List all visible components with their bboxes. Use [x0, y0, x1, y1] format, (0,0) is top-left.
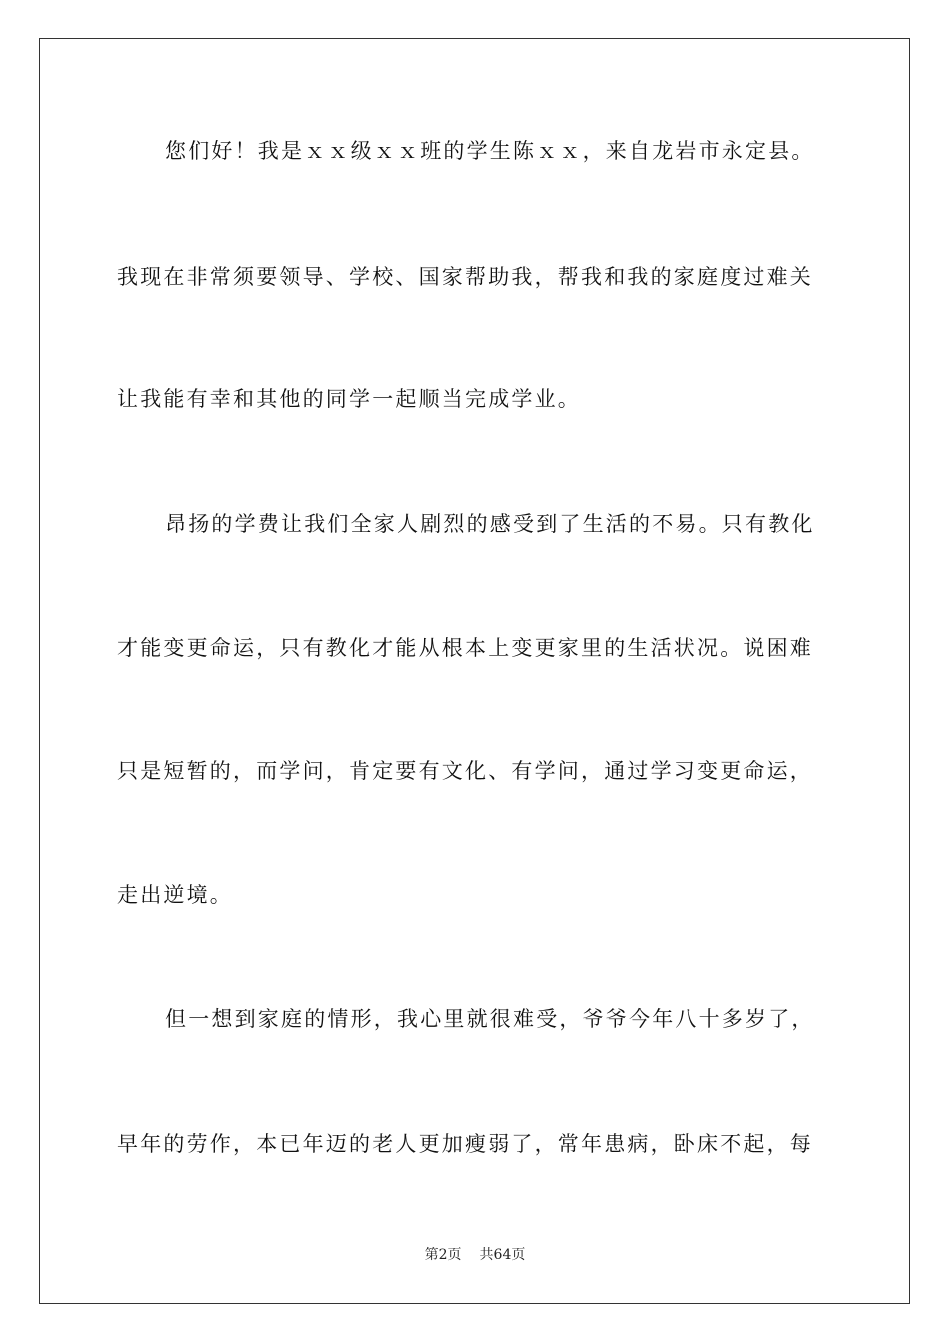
page-total: 共64页	[479, 1247, 526, 1263]
paragraph-2-line-4: 走出逆境。	[117, 883, 233, 907]
page-number: 第2页	[424, 1247, 462, 1263]
paragraph-2-line-1: 昂扬的学费让我们全家人剧烈的感受到了生活的不易。只有教化	[165, 512, 815, 536]
paragraph-1-line-1: 您们好！我是ｘｘ级ｘｘ班的学生陈ｘｘ，来自龙岩市永定县。	[165, 139, 815, 163]
paragraph-3-line-1: 但一想到家庭的情形，我心里就很难受，爷爷今年八十多岁了，	[165, 1007, 815, 1031]
page-frame	[39, 38, 910, 1304]
paragraph-3-line-2: 早年的劳作，本已年迈的老人更加瘦弱了，常年患病，卧床不起，每	[117, 1132, 813, 1156]
paragraph-2-line-2: 才能变更命运，只有教化才能从根本上变更家里的生活状况。说困难	[117, 636, 813, 660]
paragraph-1-line-2: 我现在非常须要领导、学校、国家帮助我，帮我和我的家庭度过难关	[117, 265, 813, 289]
paragraph-2-line-3: 只是短暂的，而学问，肯定要有文化、有学问，通过学习变更命运，	[117, 759, 813, 783]
paragraph-1-line-3: 让我能有幸和其他的同学一起顺当完成学业。	[117, 387, 581, 411]
page-footer	[0, 1246, 950, 1264]
